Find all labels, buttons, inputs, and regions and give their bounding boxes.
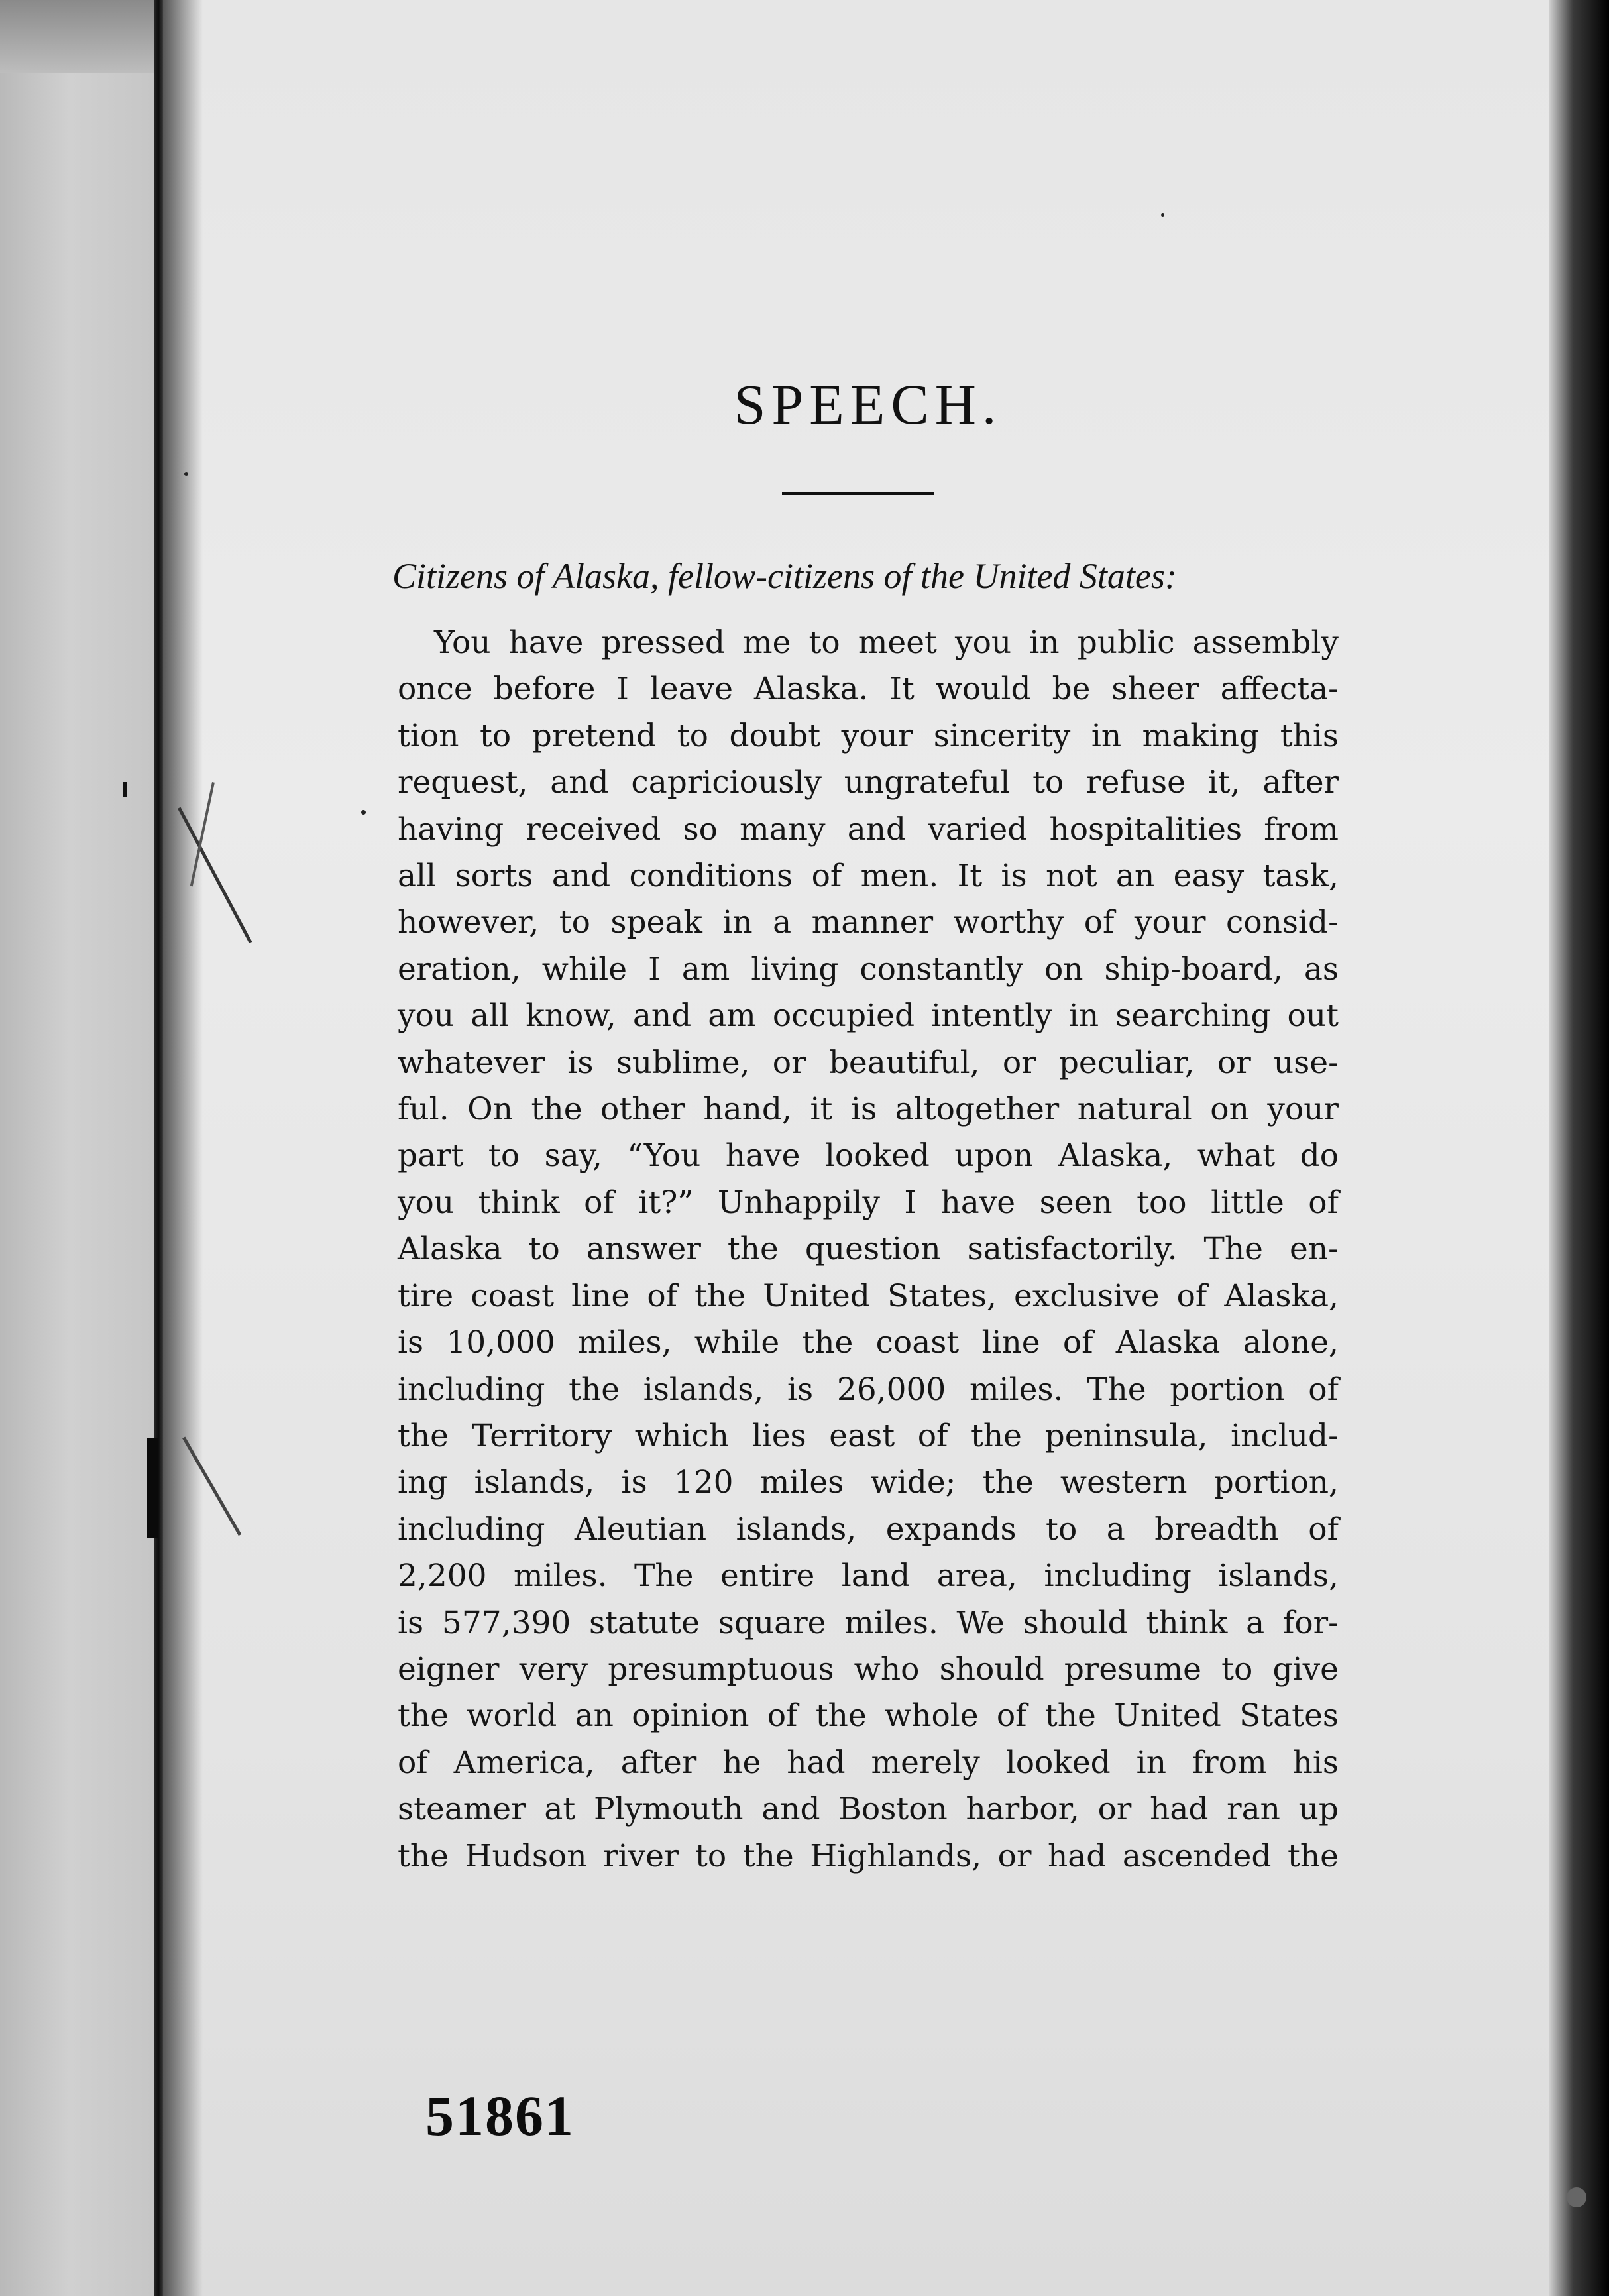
text-line: including the islands, is 26,000 miles. The portion of [398, 1371, 1339, 1408]
gutter-shadow [163, 0, 203, 2296]
text-line: You have pressed me to meet you in public assembly [434, 624, 1339, 661]
text-line: the Hudson river to the Highlands, or had ascended the [398, 1837, 1339, 1874]
text-line: you all know, and am occupied intently in searching out [398, 998, 1339, 1035]
text-line: once before I leave Alaska. It would be sheer affecta- [398, 671, 1339, 708]
text-line: tion to pretend to doubt your sincerity in making this [398, 717, 1339, 754]
text-line: eigner very presumptuous who should presume to give [398, 1650, 1339, 1688]
binding-line [154, 0, 163, 2296]
binding-thread-mark [147, 1438, 158, 1538]
paper-speck [361, 810, 366, 815]
text-line: you think of it?” Unhappily I have seen too little of [398, 1184, 1339, 1221]
text-line: tire coast line of the United States, exclusive of Alaska, [398, 1277, 1339, 1314]
text-line: whatever is sublime, or beautiful, or peculiar, or use- [398, 1044, 1339, 1081]
heading-rule [782, 492, 934, 495]
body-paragraph [398, 620, 1339, 1880]
text-line: however, to speak in a manner worthy of your consid- [398, 904, 1339, 941]
catalog-number: 51861 [425, 2084, 575, 2148]
facing-page-edge [0, 20, 154, 2296]
text-line: Alaska to answer the question satisfactorily. The en- [398, 1231, 1339, 1268]
text-line: the world an opinion of the whole of the United States [398, 1697, 1339, 1735]
salutation: Citizens of Alaska, fellow-citizens of the United States: [392, 556, 1177, 596]
text-line: request, and capriciously ungrateful to refuse it, after [398, 764, 1339, 801]
text-line: the Territory which lies east of the peninsula, includ- [398, 1417, 1339, 1454]
text-line: eration, while I am living constantly on ship-board, as [398, 950, 1339, 988]
paper-speck [184, 472, 188, 476]
text-line: is 577,390 statute square miles. We should think a for- [398, 1604, 1339, 1641]
text-line: all sorts and conditions of men. It is not an easy task, [398, 858, 1339, 895]
text-line: including Aleutian islands, expands to a breadth of [398, 1511, 1339, 1548]
binding-thread-mark [123, 782, 127, 797]
text-line: of America, after he had merely looked in from his [398, 1744, 1339, 1781]
paper-speck [1161, 213, 1164, 217]
text-line: ing islands, is 120 miles wide; the western portion, [398, 1464, 1339, 1501]
facing-page-top-shadow [0, 0, 154, 73]
text-line: is 10,000 miles, while the coast line of Alaska alone, [398, 1324, 1339, 1361]
text-line: having received so many and varied hospitalities from [398, 811, 1339, 848]
text-line: part to say, “You have looked upon Alaska, what do [398, 1137, 1339, 1175]
page-heading: SPEECH. [734, 373, 1003, 436]
paper-speck [1567, 2187, 1586, 2207]
text-line: 2,200 miles. The entire land area, including islands, [398, 1558, 1339, 1595]
text-line: ful. On the other hand, it is altogether natural on your [398, 1091, 1339, 1128]
text-line: steamer at Plymouth and Boston harbor, or had ran up [398, 1791, 1339, 1828]
right-page-edge [1549, 0, 1609, 2296]
